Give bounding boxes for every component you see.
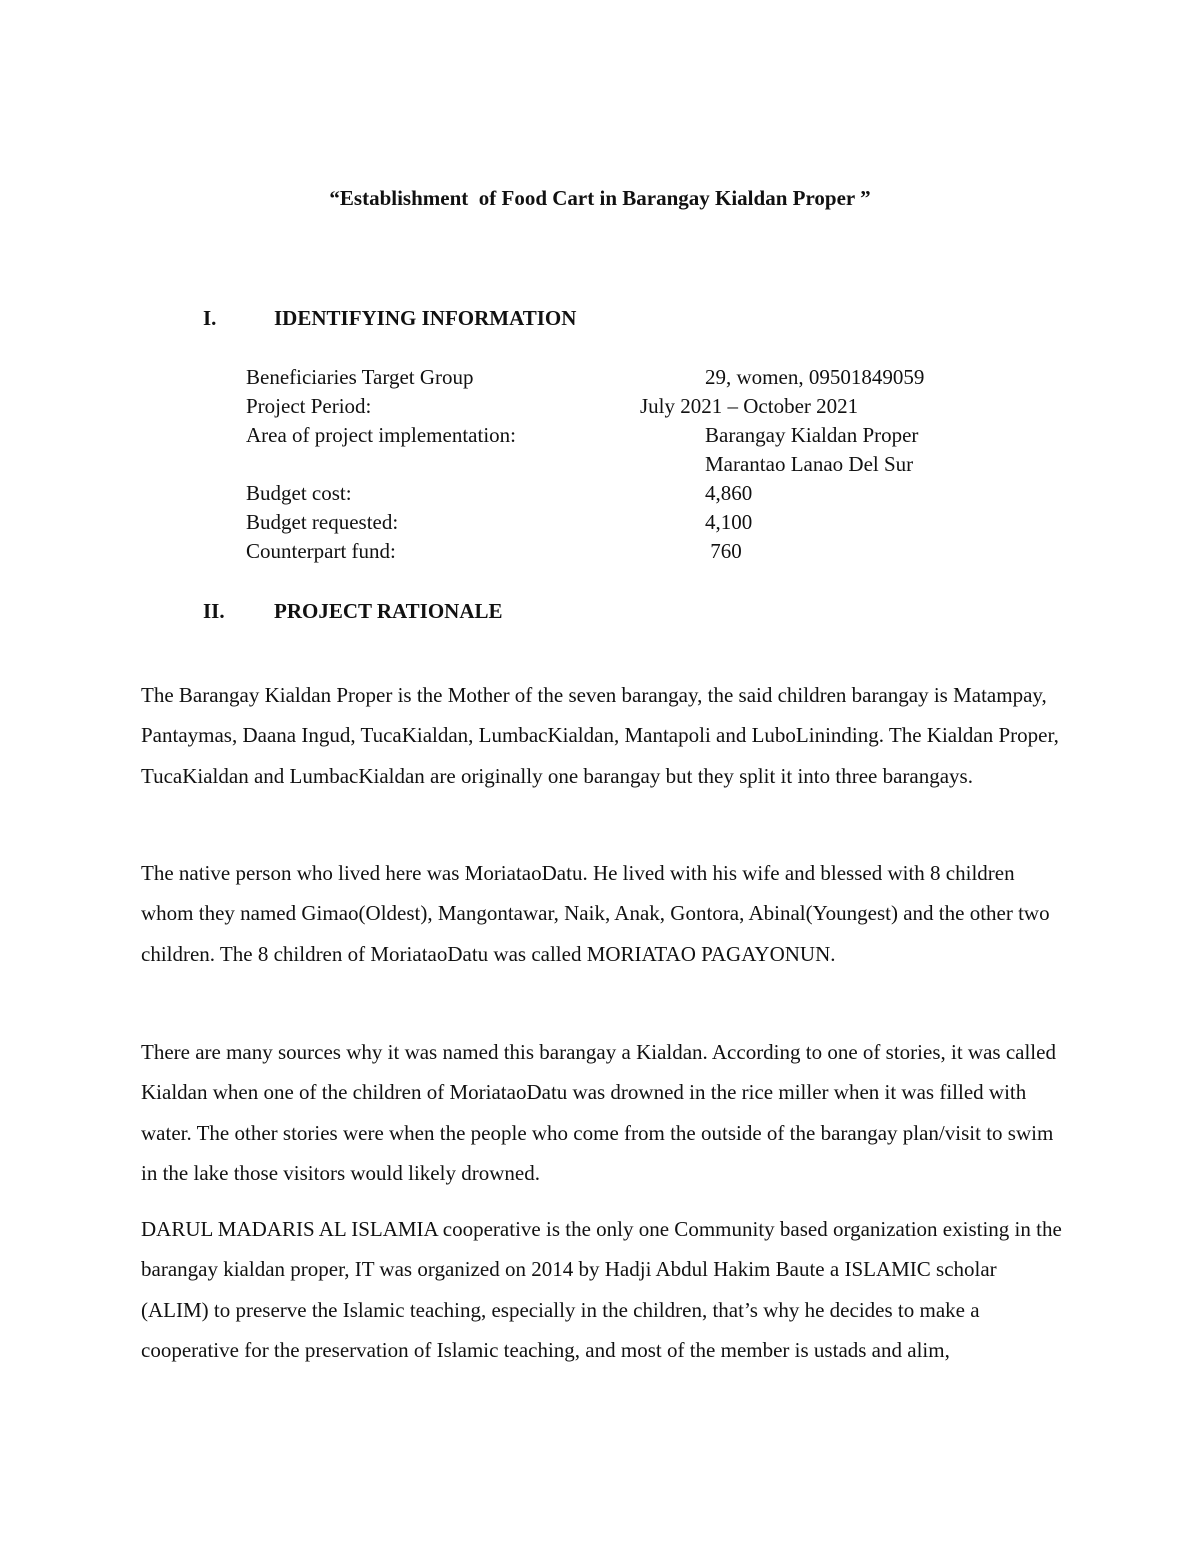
rationale-paragraph: The Barangay Kialdan Proper is the Mother of the seven barangay, the said children barangay is Matampay, Pantaymas, Daana Ingud, TucaKialdan, LumbacKialdan, Mantapoli and LuboLininding. The Kialdan Proper, TucaKialdan and LumbacKialdan are originally one barangay but they split it into three barangays. (141, 683, 1059, 788)
info-value: 4,860 (705, 481, 753, 505)
section-title: PROJECT RATIONALE (274, 599, 503, 623)
info-value: 4,100 (705, 510, 753, 534)
section-title: IDENTIFYING INFORMATION (274, 306, 577, 330)
info-row-area (246, 423, 919, 451)
info-label: Beneficiaries Target Group (246, 365, 474, 389)
rationale-paragraph: There are many sources why it was named this barangay a Kialdan. According to one of stories, it was called Kialdan when one of the children of MoriataoDatu was drowned in the rice miller when it was filled with water. The other stories were when the people who come from the outside of the barangay plan/visit to swim in the lake those visitors would likely drowned. (141, 1040, 1056, 1185)
info-value: 760 (705, 539, 742, 563)
rationale-paragraph: DARUL MADARIS AL ISLAMIA cooperative is the only one Community based organization existing in the barangay kialdan proper, IT was organized on 2014 by Hadji Abdul Hakim Baute a ISLAMIC scholar (ALIM) to preserve the Islamic teaching, especially in the children, that’s why he decides to make a cooperative for the preservation of Islamic teaching, and most of the member is ustads and alim, (141, 1217, 1062, 1362)
info-row-budget-cost (246, 481, 753, 509)
info-label: Project Period: (246, 394, 372, 418)
info-value: Barangay Kialdan Proper (705, 423, 919, 447)
rationale-paragraph: The native person who lived here was MoriataoDatu. He lived with his wife and blessed with 8 children whom they named Gimao(Oldest), Mangontawar, Naik, Anak, Gontora, Abinal(Youngest) and the other two children. The 8 children of MoriataoDatu was called MORIATAO PAGAYONUN. (141, 861, 1050, 966)
info-label: Budget cost: (246, 481, 352, 505)
info-label: Budget requested: (246, 510, 399, 534)
info-row-beneficiaries (246, 365, 925, 393)
document-title: “Establishment of Food Cart in Barangay Kialdan Proper ” (329, 186, 871, 210)
section-number: I. (203, 306, 217, 330)
info-label: Counterpart fund: (246, 539, 396, 563)
info-value: July 2021 – October 2021 (640, 394, 859, 418)
info-row-area-cont (246, 452, 914, 480)
info-value: 29, women, 09501849059 (705, 365, 925, 389)
info-row-budget-requested (246, 510, 753, 538)
section-number: II. (203, 599, 225, 623)
info-row-project-period (246, 394, 859, 422)
info-value: Marantao Lanao Del Sur (705, 452, 914, 476)
info-label: Area of project implementation: (246, 423, 516, 447)
info-row-counterpart-fund (246, 539, 742, 567)
